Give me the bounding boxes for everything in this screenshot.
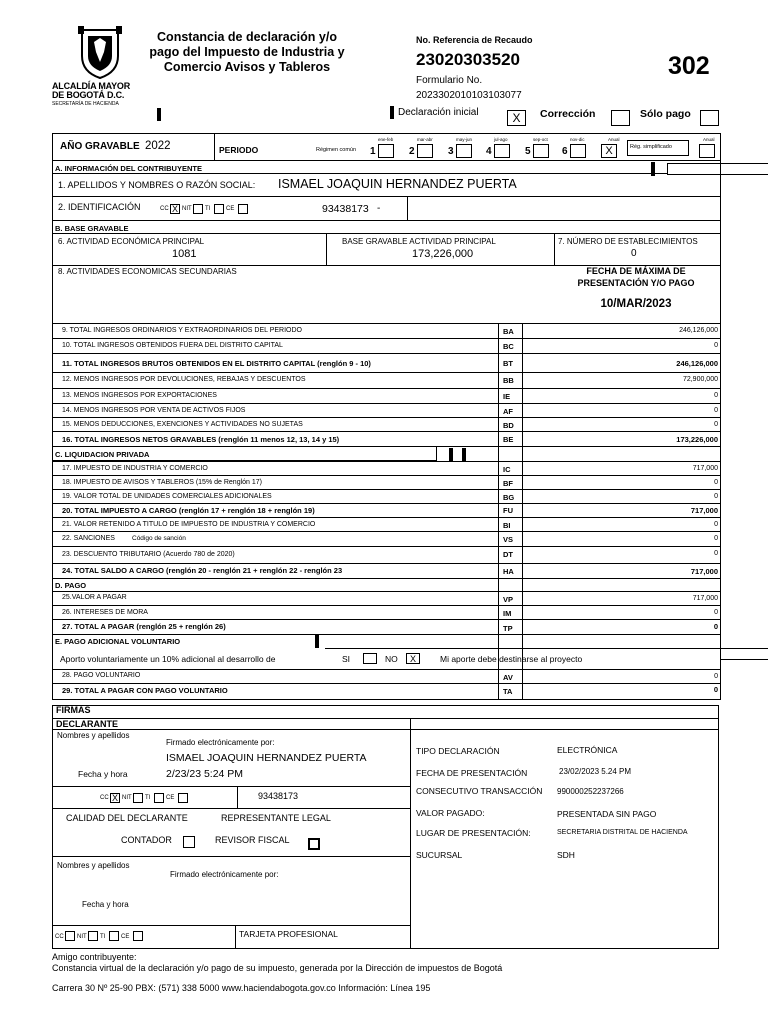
title-line-1: Constancia de declaración y/o: [157, 30, 337, 44]
destino-label: Mi aporte debe destinarse al proyecto: [440, 654, 583, 664]
fecha-max-label-1: FECHA DE MÁXIMA DE: [586, 266, 686, 276]
row-21-code: BI: [503, 521, 511, 530]
period-2-num: 2: [409, 146, 415, 157]
period-5-num: 5: [525, 146, 531, 157]
info-sucursal-value: SDH: [557, 850, 575, 860]
section-d-title: D. PAGO: [55, 581, 87, 590]
info-fecha-label: FECHA DE PRESENTACIÓN: [416, 768, 528, 778]
firmante-ti-label: TI: [145, 795, 151, 801]
revisor-checkbox[interactable]: [308, 838, 320, 850]
row-19-label: 19. VALOR TOTAL DE UNIDADES COMERCIALES ADICIONALES: [62, 493, 272, 500]
solo-pago-checkbox[interactable]: [700, 110, 719, 126]
logo-line-1: ALCALDÍA MAYOR: [52, 81, 131, 91]
declarante-label: DECLARANTE: [56, 719, 118, 729]
info-consecutivo-value: 990000252237266: [557, 787, 624, 796]
row-16-code: BE: [503, 435, 514, 444]
secundarias-label: 8. ACTIVIDADES ECONOMICAS SECUNDARIAS: [58, 267, 237, 276]
row-15-code: BD: [503, 421, 514, 430]
row-20-code: FU: [503, 506, 513, 515]
section-e-title: E. PAGO ADICIONAL VOLUNTARIO: [55, 637, 181, 646]
section-c-title: C. LIQUIDACION PRIVADA: [55, 450, 150, 459]
estab-label: 7. NÚMERO DE ESTABLECIMIENTOS: [558, 237, 698, 246]
contador-ti-label: TI: [100, 934, 106, 940]
row-21-value: 0: [714, 521, 718, 528]
period-4[interactable]: [486, 137, 512, 159]
no-label: NO: [385, 654, 398, 664]
logo-line-2: DE BOGOTÁ D.C.: [52, 90, 125, 100]
row-27-value: 0: [713, 622, 718, 631]
row-27-label: 27. TOTAL A PAGAR (renglón 25 + renglón 26): [62, 622, 226, 631]
solo-pago-label: Sólo pago: [640, 108, 691, 120]
period-3-top: may-jun: [456, 137, 473, 142]
period-5[interactable]: [525, 137, 551, 159]
name-label: 1. APELLIDOS Y NOMBRES O RAZÓN SOCIAL:: [58, 180, 256, 190]
title-line-3: Comercio Avisos y Tableros: [163, 60, 331, 74]
row-16-value: 173,226,000: [676, 435, 718, 444]
section-c-marker-1: [449, 448, 453, 462]
anio-label: AÑO GRAVABLE: [60, 141, 140, 152]
id-cc-label: CC: [160, 206, 169, 212]
firmante-id: 93438173: [258, 791, 299, 801]
row-25-value: 717,000: [692, 595, 718, 602]
id-nit-box[interactable]: [193, 204, 203, 214]
row-25-code: VP: [503, 595, 514, 604]
row-16-label: 16. TOTAL INGRESOS NETOS GRAVABLES (renglón 11 menos 12, 13, 14 y 15): [62, 435, 340, 444]
calidad-value: REPRESENTANTE LEGAL: [221, 813, 331, 823]
row-23-label: 23. DESCUENTO TRIBUTARIO (Acuerdo 780 de 2020): [62, 551, 235, 558]
title-line-2: pago del Impuesto de Industria y: [149, 45, 345, 59]
id-cc-box[interactable]: X: [171, 204, 178, 214]
anual-top-label: Anual: [608, 137, 620, 142]
id-type-group: [160, 203, 260, 217]
actividad-label: 6. ACTIVIDAD ECONÓMICA PRINCIPAL: [58, 237, 205, 246]
row-17-code: IC: [503, 465, 511, 474]
period-6[interactable]: [562, 137, 588, 159]
period-2-top: mar-abr: [417, 137, 433, 142]
period-3-num: 3: [448, 146, 454, 157]
row-24-label: 24. TOTAL SALDO A CARGO (renglón 20 - renglón 21 + renglón 22 - renglón 23: [62, 566, 343, 575]
fecha-hora2-label: Fecha y hora: [82, 900, 129, 909]
row-18-code: BF: [503, 479, 513, 488]
info-consecutivo-label: CONSECUTIVO TRANSACCIÓN: [416, 786, 543, 796]
period-6-num: 6: [562, 146, 568, 157]
row-9-label: 9. TOTAL INGRESOS ORDINARIOS Y EXTRAORDINARIOS DEL PERIODO: [62, 327, 302, 334]
nombres2-label: Nombres y apellidos: [57, 861, 130, 870]
row-18-value: 0: [714, 479, 718, 486]
id-ti-box[interactable]: [214, 204, 224, 214]
period-1-box[interactable]: [378, 144, 394, 158]
firmas-title: FIRMAS: [56, 705, 91, 715]
decl-inicial-checkbox[interactable]: X: [507, 110, 526, 126]
contador-nit-box[interactable]: [88, 931, 98, 941]
sancion-code-label: Código de sanción: [132, 535, 186, 542]
row-13-code: IE: [503, 392, 511, 401]
fecha-max-value: 10/MAR/2023: [600, 298, 672, 310]
row-25-label: 25.VALOR A PAGAR: [62, 594, 127, 601]
nombres-label: Nombres y apellidos: [57, 731, 130, 740]
info-tipo-value: ELECTRÓNICA: [557, 745, 618, 755]
period-4-box[interactable]: [494, 144, 510, 158]
tarjeta-label: TARJETA PROFESIONAL: [239, 929, 338, 939]
destino-line: [720, 659, 768, 660]
row-15-label: 15. MENOS DEDUCCIONES, EXENCIONES Y ACTIVIDADES NO SUJETAS: [62, 421, 303, 428]
base-label: BASE GRAVABLE ACTIVIDAD PRINCIPAL: [342, 237, 496, 246]
info-valor-label: VALOR PAGADO:: [416, 808, 485, 818]
info-tipo-label: TIPO DECLARACIÓN: [416, 746, 500, 756]
row-11-label: 11. TOTAL INGRESOS BRUTOS OBTENIDOS EN EL DISTRITO CAPITAL (renglón 9 - 10): [62, 359, 371, 368]
id-value: 93438173: [322, 203, 369, 215]
row-23-code: DT: [503, 550, 513, 559]
id-ti-label: TI: [205, 206, 211, 212]
id-dash: -: [377, 203, 381, 214]
row-9-value: 246,126,000: [679, 327, 718, 334]
base-value: 173,226,000: [412, 248, 474, 260]
period-4-top: jul-ago: [494, 137, 508, 142]
row-12-label: 12. MENOS INGRESOS POR DEVOLUCIONES, REBAJAS Y DESCUENTOS: [62, 376, 306, 383]
row-28-label: 28. PAGO VOLUNTARIO: [62, 672, 141, 679]
contador-id-types: [55, 930, 155, 944]
row-21-label: 21. VALOR RETENIDO A TITULO DE IMPUESTO DE INDUSTRIA Y COMERCIO: [62, 521, 316, 528]
section-e-marker: [315, 634, 319, 648]
id-ce-box[interactable]: [238, 204, 248, 214]
row-22-code: VS: [503, 535, 514, 544]
periodo-label: PERIODO: [219, 145, 259, 155]
row-24-code: HA: [503, 567, 514, 576]
period-3-box[interactable]: [456, 144, 472, 158]
info-fecha-value: 23/02/2023 5.24 PM: [559, 767, 632, 776]
footer-line-2: Constancia virtual de la declaración y/o pago de su impuesto, generada por la Dirección de impuestos de Bogotá: [52, 963, 503, 973]
row-12-code: BB: [503, 376, 514, 385]
footer-line-3: Carrera 30 Nº 25-90 PBX: (571) 338 5000 www.haciendabogota.gov.co Información: Línea 195: [52, 983, 431, 993]
section-b-title: B. BASE GRAVABLE: [55, 224, 129, 233]
firmado2-label: Firmado electrónicamente por:: [170, 870, 279, 879]
row-19-code: BG: [503, 493, 515, 502]
row-27-code: TP: [503, 624, 513, 633]
info-lugar-label: LUGAR DE PRESENTACIÓN:: [416, 828, 531, 838]
calidad-label: CALIDAD DEL DECLARANTE: [66, 813, 188, 823]
row-10-code: BC: [503, 342, 514, 351]
anio-value: 2022: [145, 140, 171, 152]
revisor-label: REVISOR FISCAL: [215, 835, 290, 845]
estab-value: 0: [631, 248, 637, 259]
period-1-top: ene-feb: [378, 137, 394, 142]
aporte-label: Aporto voluntariamente un 10% adicional al desarrollo de: [60, 654, 276, 664]
row-26-code: IM: [503, 609, 512, 618]
fecha-max-label-2: PRESENTACIÓN Y/O PAGO: [577, 278, 695, 288]
name-value: ISMAEL JOAQUIN HERNANDEZ PUERTA: [278, 177, 517, 191]
row-18-label: 18. IMPUESTO DE AVISOS Y TABLEROS (15% de Renglón 17): [62, 479, 262, 486]
contador-ce-label: CE: [121, 934, 130, 940]
regimen-label: Régimen común: [316, 147, 357, 153]
firmante-ce-box[interactable]: [178, 793, 188, 803]
contador-checkbox[interactable]: [183, 836, 195, 848]
header-marker: [157, 108, 161, 121]
row-17-label: 17. IMPUESTO DE INDUSTRIA Y COMERCIO: [62, 465, 208, 472]
row-24-value: 717,000: [690, 567, 718, 576]
row-23-value: 0: [714, 550, 718, 557]
form-number: 2023302010103103077: [416, 90, 522, 101]
firmante-nit-label: NIT: [122, 795, 132, 801]
period-5-top: sep-oct: [533, 137, 548, 142]
row-14-label: 14. MENOS INGRESOS POR VENTA DE ACTIVOS FIJOS: [62, 407, 246, 414]
actividad-value: 1081: [172, 248, 197, 260]
row-10-label: 10. TOTAL INGRESOS OBTENIDOS FUERA DEL DISTRITO CAPITAL: [62, 342, 283, 349]
row-14-code: AF: [503, 407, 513, 416]
firmante-ti-box[interactable]: [154, 793, 164, 803]
simplificado-label: Rég. simplificado: [630, 144, 672, 150]
no-checkbox[interactable]: X: [406, 653, 420, 664]
decl-marker: [390, 106, 394, 119]
period-2[interactable]: [409, 137, 435, 159]
row-19-value: 0: [714, 493, 718, 500]
bogota-shield-icon: [74, 26, 126, 80]
correccion-checkbox[interactable]: [611, 110, 630, 126]
correccion-label: Corrección: [540, 108, 596, 120]
info-lugar-value: SECRETARIA DISTRITAL DE HACIENDA: [557, 829, 688, 836]
row-14-value: 0: [714, 407, 718, 414]
fecha-hora-label: Fecha y hora: [78, 769, 128, 779]
firmante-id-types: [100, 792, 200, 806]
section-a-title: A. INFORMACIÓN DEL CONTRIBUYENTE: [55, 164, 202, 173]
id-ce-label: CE: [226, 206, 235, 212]
period-1[interactable]: [370, 137, 396, 159]
row-11-code: BT: [503, 359, 513, 368]
form-code: 302: [668, 52, 710, 80]
row-22-value: 0: [714, 535, 718, 542]
firmante-name: ISMAEL JOAQUIN HERNANDEZ PUERTA: [166, 752, 367, 764]
row-20-label: 20. TOTAL IMPUESTO A CARGO (renglón 17 + renglón 18 + renglón 19): [62, 506, 315, 515]
period-6-top: nov-dic: [570, 137, 585, 142]
row-22-label: 22. SANCIONES: [62, 535, 115, 542]
firmante-nit-box[interactable]: [133, 793, 143, 803]
anual2-checkbox[interactable]: [699, 144, 715, 158]
row-28-code: AV: [503, 673, 513, 682]
period-5-box[interactable]: [533, 144, 549, 158]
firmado-label: Firmado electrónicamente por:: [166, 738, 275, 747]
period-1-num: 1: [370, 146, 376, 157]
period-6-box[interactable]: [570, 144, 586, 158]
row-26-value: 0: [714, 609, 718, 616]
anual2-label: Anual: [703, 137, 715, 142]
row-10-value: 0: [714, 342, 718, 349]
row-11-value: 246,126,000: [676, 359, 718, 368]
contador-cc-box[interactable]: [65, 931, 75, 941]
firmante-cc-box[interactable]: X: [111, 793, 118, 803]
declaracion-info: [416, 740, 716, 870]
logo-line-3: SECRETARÍA DE HACIENDA: [52, 101, 119, 107]
contador-ti-box[interactable]: [109, 931, 119, 941]
row-26-label: 26. INTERESES DE MORA: [62, 609, 148, 616]
row-15-value: 0: [714, 421, 718, 428]
fecha-hora-value: 2/23/23 5:24 PM: [166, 768, 244, 780]
section-e-line: [325, 648, 768, 649]
row-29-code: TA: [503, 687, 513, 696]
si-checkbox[interactable]: [363, 653, 377, 664]
period-2-box[interactable]: [417, 144, 433, 158]
row-17-value: 717,000: [692, 465, 718, 472]
period-4-num: 4: [486, 146, 492, 157]
firmante-cc-label: CC: [100, 795, 109, 801]
id-label: 2. IDENTIFICACIÓN: [58, 202, 141, 212]
anual-checkbox[interactable]: X: [601, 144, 617, 158]
footer-line-1: Amigo contribuyente:: [52, 952, 137, 962]
row-28-value: 0: [714, 673, 718, 680]
row-12-value: 72,900,000: [682, 376, 718, 383]
section-c-marker-2: [462, 448, 466, 462]
si-label: SI: [342, 654, 351, 664]
ref-label: No. Referencia de Recaudo: [416, 35, 533, 45]
period-3[interactable]: [448, 137, 474, 159]
form-label: Formulario No.: [416, 75, 483, 86]
section-c-box: [52, 447, 437, 461]
id-nit-label: NIT: [182, 206, 192, 212]
firmante-ce-label: CE: [166, 795, 175, 801]
row-13-label: 13. MENOS INGRESOS POR EXPORTACIONES: [62, 392, 217, 399]
ref-number: 23020303520: [416, 50, 521, 69]
row-20-value: 717,000: [690, 506, 718, 515]
row-29-value: 0: [713, 685, 718, 694]
decl-inicial-label: Declaración inicial: [398, 107, 479, 118]
contador-cc-label: CC: [55, 934, 64, 940]
info-sucursal-label: SUCURSAL: [416, 850, 463, 860]
page-title: [132, 30, 362, 75]
row-29-label: 29. TOTAL A PAGAR CON PAGO VOLUNTARIO: [62, 686, 228, 695]
contador-label: CONTADOR: [121, 835, 172, 845]
section-a-box: [667, 163, 768, 175]
info-valor-value: PRESENTADA SIN PAGO: [557, 809, 657, 819]
row-13-value: 0: [714, 392, 718, 399]
contador-ce-box[interactable]: [133, 931, 143, 941]
contador-nit-label: NIT: [77, 934, 87, 940]
row-9-code: BA: [503, 327, 514, 336]
